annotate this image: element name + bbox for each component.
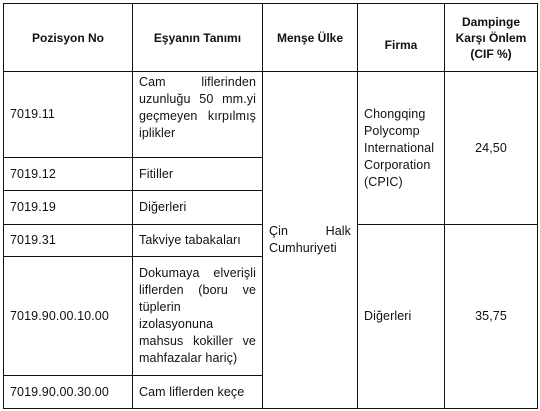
- header-duty-line-1: Dampinge: [461, 14, 520, 29]
- company-name: Diğerleri: [358, 225, 445, 409]
- goods-description: Diğerleri: [133, 191, 263, 225]
- goods-description: Dokumaya elverişli liflerden (boru ve tüplerin izolasyonuna mahsus kokiller ve mahfazalar hariç): [133, 257, 263, 376]
- position-code: 7019.19: [4, 191, 133, 225]
- header-position-no: Pozisyon No: [4, 4, 133, 72]
- header-row: [4, 4, 538, 72]
- duty-rate: 24,50: [445, 72, 538, 225]
- header-company: Firma: [358, 4, 445, 72]
- goods-description: Takviye tabakaları: [133, 225, 263, 257]
- duty-rate: 35,75: [445, 225, 538, 409]
- position-code: 7019.12: [4, 158, 133, 191]
- header-goods-description: Eşyanın Tanımı: [133, 4, 263, 72]
- goods-description: Fitiller: [133, 158, 263, 191]
- position-code: 7019.90.00.30.00: [4, 376, 133, 409]
- table-row: [4, 72, 538, 158]
- position-code: 7019.11: [4, 72, 133, 158]
- company-name: Chongqing Polycomp International Corporation (CPIC): [358, 72, 445, 225]
- goods-description: Cam liflerden keçe: [133, 376, 263, 409]
- header-duty-rate: [445, 4, 538, 72]
- position-code: 7019.31: [4, 225, 133, 257]
- goods-description: Cam liflerinden uzunluğu 50 mm.yi geçmeyen kırpılmış iplikler: [133, 72, 263, 158]
- header-country-of-origin: Menşe Ülke: [263, 4, 358, 72]
- header-duty-line-3: (CIF %): [470, 46, 512, 61]
- anti-dumping-duty-table: [3, 3, 538, 409]
- position-code: 7019.90.00.10.00: [4, 257, 133, 376]
- header-duty-line-2: Karşı Önlem: [455, 30, 527, 45]
- country-of-origin: Çin Halk Cumhuriyeti: [263, 72, 358, 409]
